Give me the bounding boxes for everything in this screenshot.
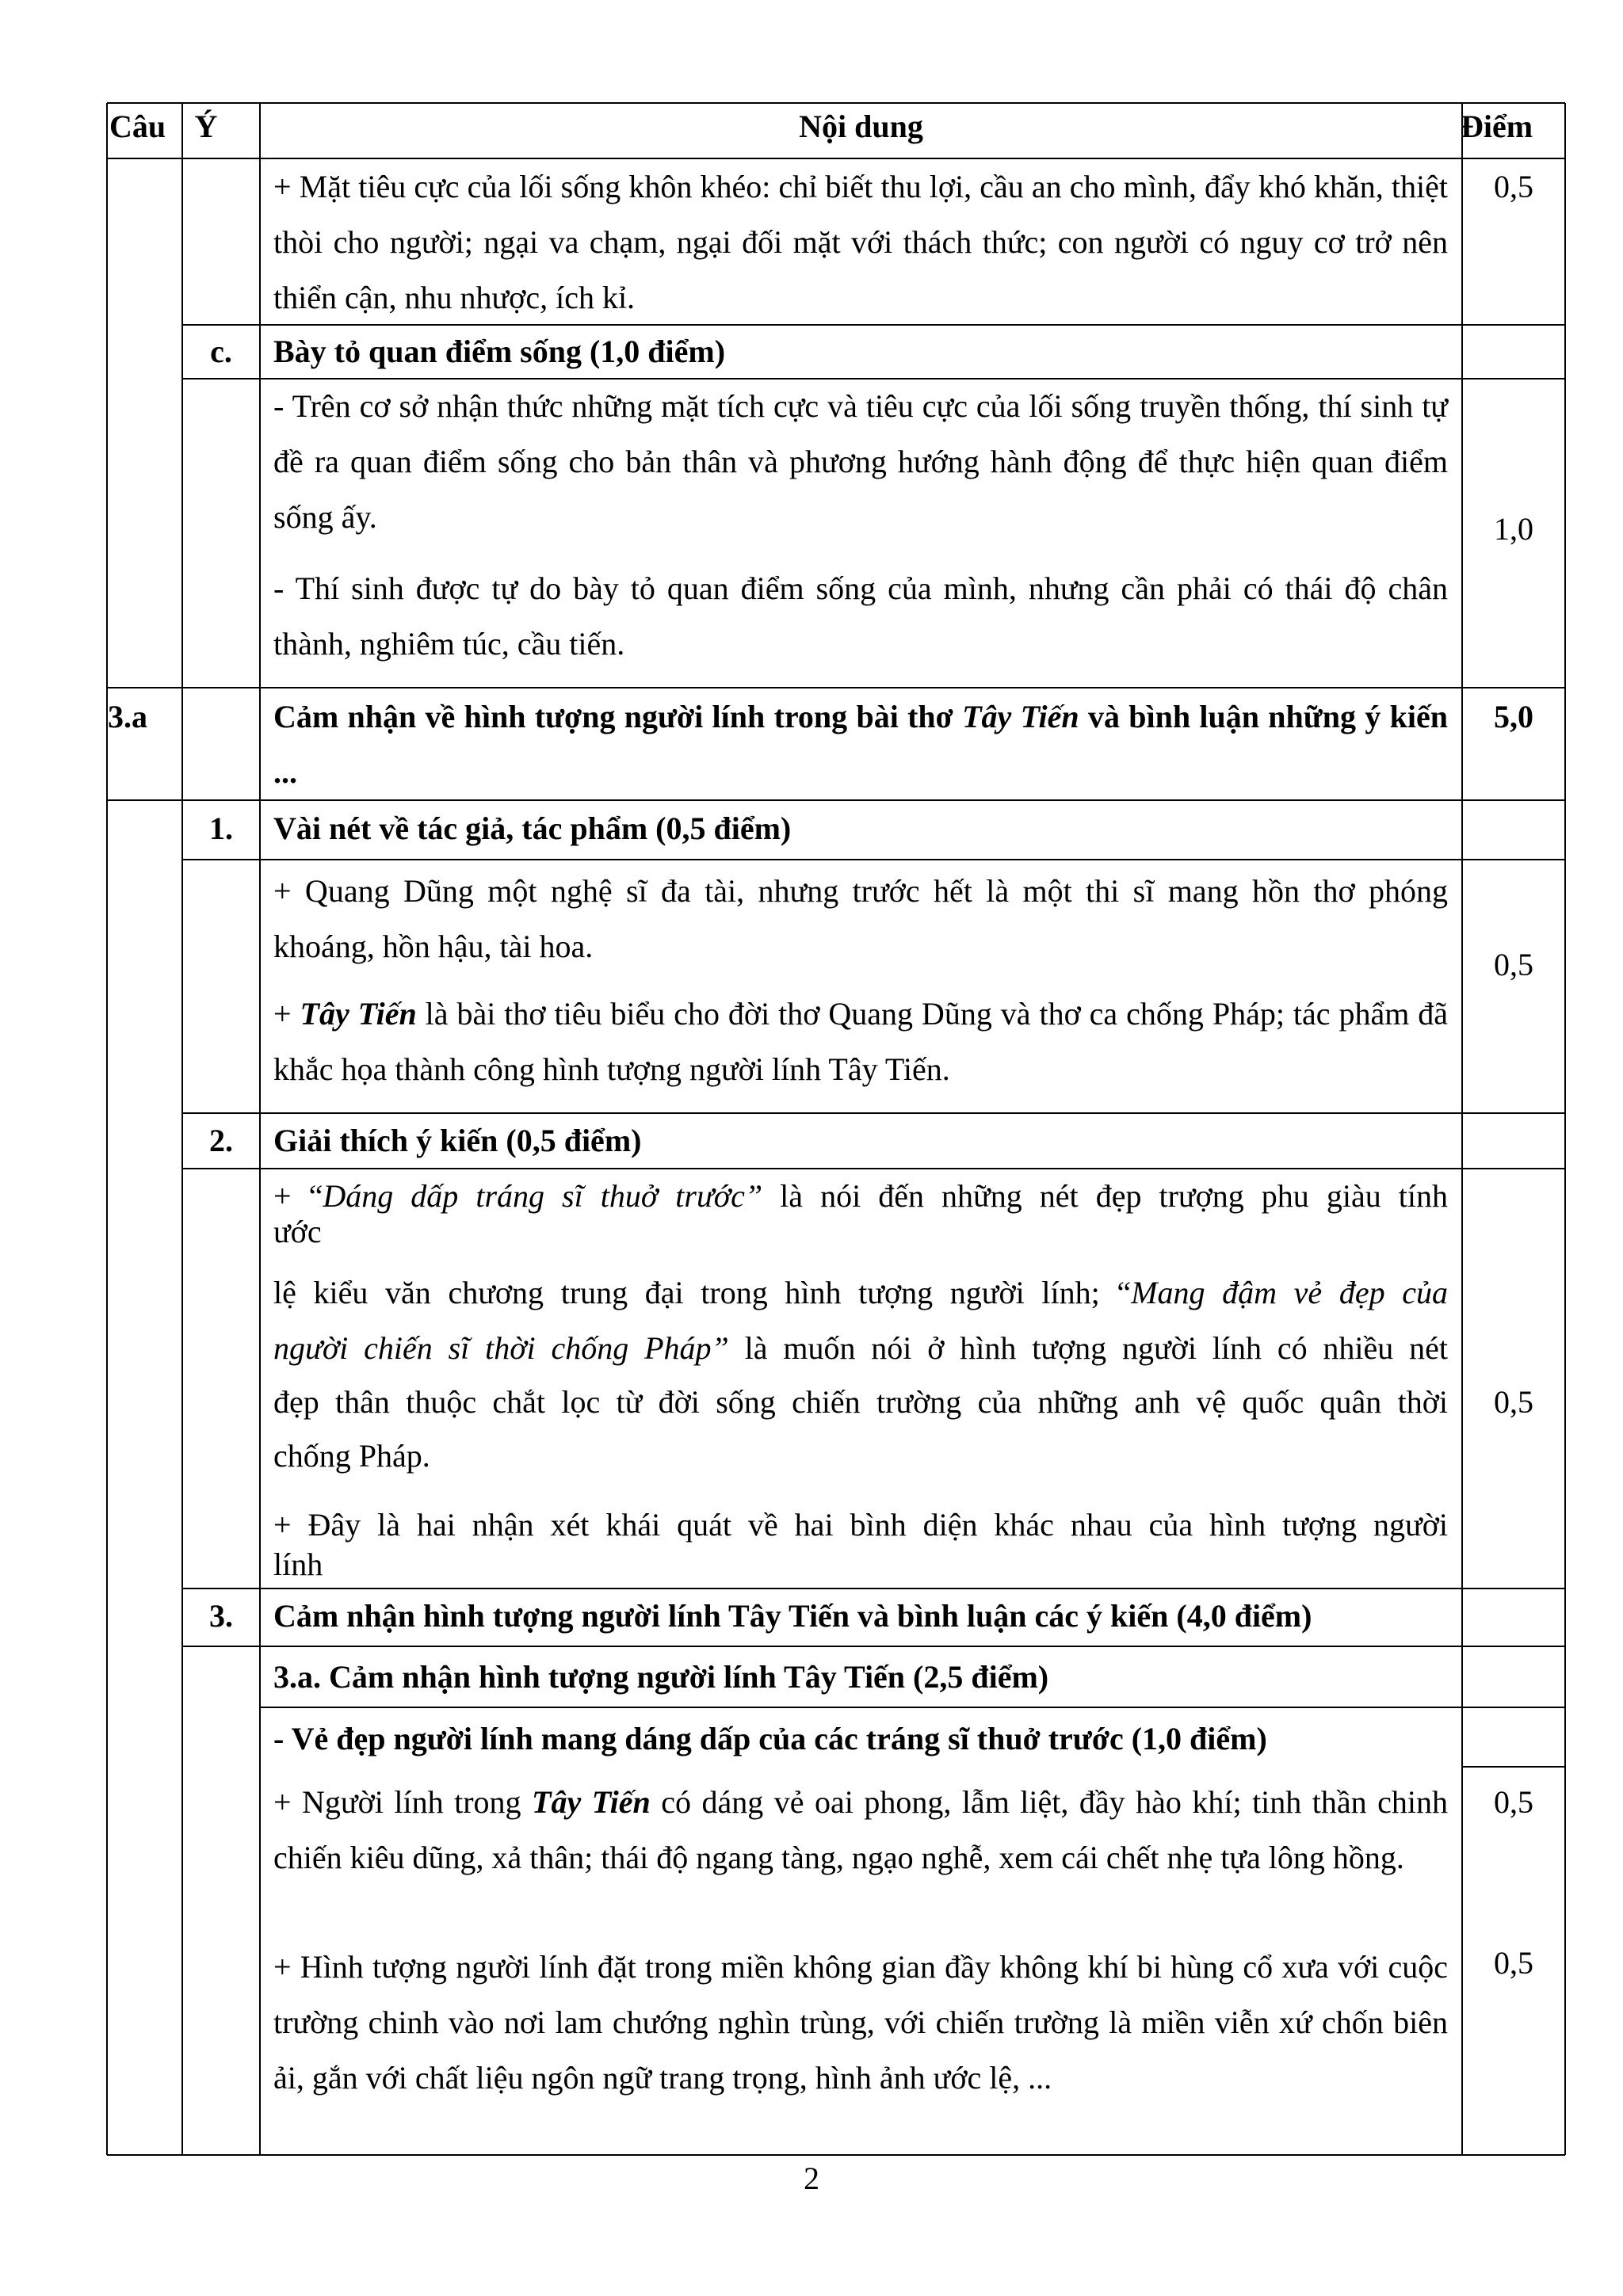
explain-line-6: chống Pháp.: [273, 1438, 430, 1474]
explain-line-7: + Đây là hai nhận xét khái quát về hai bình diện khác nhau của hình tượng người: [273, 1507, 1448, 1543]
row-2-label: 2.: [209, 1123, 233, 1158]
row-negative-side-text: + Mặt tiêu cực của lối sống khôn khéo: chỉ biết thu lợi, cầu an cho mình, đẩy khó khăn, thiệt thòi cho người; ngại va chạm, ngại đối mặt với thách thức; con người có nguy cơ trở nên thiển cận, nhu nhược, ích kỉ.: [273, 169, 1448, 315]
header-diem: Điểm: [1461, 109, 1533, 144]
row-author-para-1: + Quang Dũng một nghệ sĩ đa tài, nhưng trước hết là một thi sĩ mang hồn thơ phóng khoáng, hồn hậu, tài hoa.: [273, 873, 1448, 964]
explain-line-2: ước: [273, 1214, 322, 1249]
header-cau: Câu: [109, 109, 166, 144]
row-author-score: 0,5: [1494, 947, 1533, 982]
row-explain-score: 0,5: [1494, 1384, 1533, 1420]
row-c-title: Bày tỏ quan điểm sống (1,0 điểm): [273, 334, 726, 369]
explain-line-5: đẹp thân thuộc chắt lọc từ đời sống chiến trường của những anh vệ quốc quân thời: [273, 1384, 1448, 1420]
poem-title: Tây Tiến: [962, 699, 1079, 734]
row-3a-title: Cảm nhận về hình tượng người lính trong bài thơ Tây Tiến và bình luận những ý kiến ...: [273, 699, 1449, 790]
header-noi-dung: Nội dung: [799, 109, 923, 144]
row-3a-subtitle: 3.a. Cảm nhận hình tượng người lính Tây Tiến (2,5 điểm): [273, 1659, 1049, 1695]
explain-line-8: lính: [273, 1547, 323, 1582]
page-number: 2: [804, 2161, 819, 2196]
row-hero-score-2: 0,5: [1494, 1945, 1533, 1981]
explain-line-3: lệ kiểu văn chương trung đại trong hình tượng người lính; “Mang đậm vẻ đẹp của: [273, 1275, 1448, 1310]
row-hero-para-2: + Hình tượng người lính đặt trong miền không gian đầy không khí bi hùng cổ xưa với cuộc trường chinh vào nơi lam chướng nghìn trùng, với chiến trường là miền viễn xứ chốn biên ải, gắn với chất liệu ngôn ngữ trang trọng, hình ảnh ước lệ, ...: [273, 1949, 1448, 2096]
row-viewpoint-para-1: - Trên cơ sở nhận thức những mặt tích cực và tiêu cực của lối sống truyền thống, thí sinh tự đề ra quan điểm sống cho bản thân và phương hướng hành động để thực hiện quan điểm sống ấy.: [273, 388, 1448, 535]
row-3-label: 3.: [209, 1598, 233, 1634]
row-author-para-2: + Tây Tiến là bài thơ tiêu biểu cho đời thơ Quang Dũng và thơ ca chống Pháp; tác phẩm đã khắc họa thành công hình tượng người lính Tây Tiến.: [273, 996, 1449, 1087]
explain-line-1: + “Dáng dấp tráng sĩ thuở trước” là nói đến những nét đẹp trượng phu giàu tính: [273, 1178, 1448, 1214]
row-hero-score-1: 0,5: [1494, 1784, 1533, 1820]
row-3a-score: 5,0: [1494, 699, 1533, 734]
row-2-title: Giải thích ý kiến (0,5 điểm): [273, 1123, 642, 1158]
row-hero-heading: - Vẻ đẹp người lính mang dáng dấp của các tráng sĩ thuở trước (1,0 điểm): [273, 1721, 1267, 1756]
row-3-title: Cảm nhận hình tượng người lính Tây Tiến và bình luận các ý kiến (4,0 điểm): [273, 1598, 1312, 1634]
row-hero-para-1: + Người lính trong Tây Tiến có dáng vẻ oai phong, lẫm liệt, đầy hào khí; tinh thần chinh chiến kiêu dũng, xả thân; thái độ ngang tàng, ngạo nghễ, xem cái chết nhẹ tựa lông hồng.: [273, 1784, 1449, 1875]
row-1-title: Vài nét về tác giả, tác phẩm (0,5 điểm): [273, 810, 792, 846]
row-viewpoint-score: 1,0: [1494, 511, 1533, 547]
explain-line-4: người chiến sĩ thời chống Pháp” là muốn nói ở hình tượng người lính có nhiều nét: [273, 1330, 1448, 1366]
header-y: Ý: [194, 109, 218, 144]
row-3a-cau: 3.a: [108, 699, 147, 734]
row-viewpoint-para-2: - Thí sinh được tự do bày tỏ quan điểm sống của mình, nhưng cần phải có thái độ chân thành, nghiêm túc, cầu tiến.: [273, 570, 1448, 662]
row-c-label: c.: [210, 334, 232, 369]
row-1-label: 1.: [209, 810, 233, 846]
row-negative-side-score: 0,5: [1494, 169, 1533, 204]
